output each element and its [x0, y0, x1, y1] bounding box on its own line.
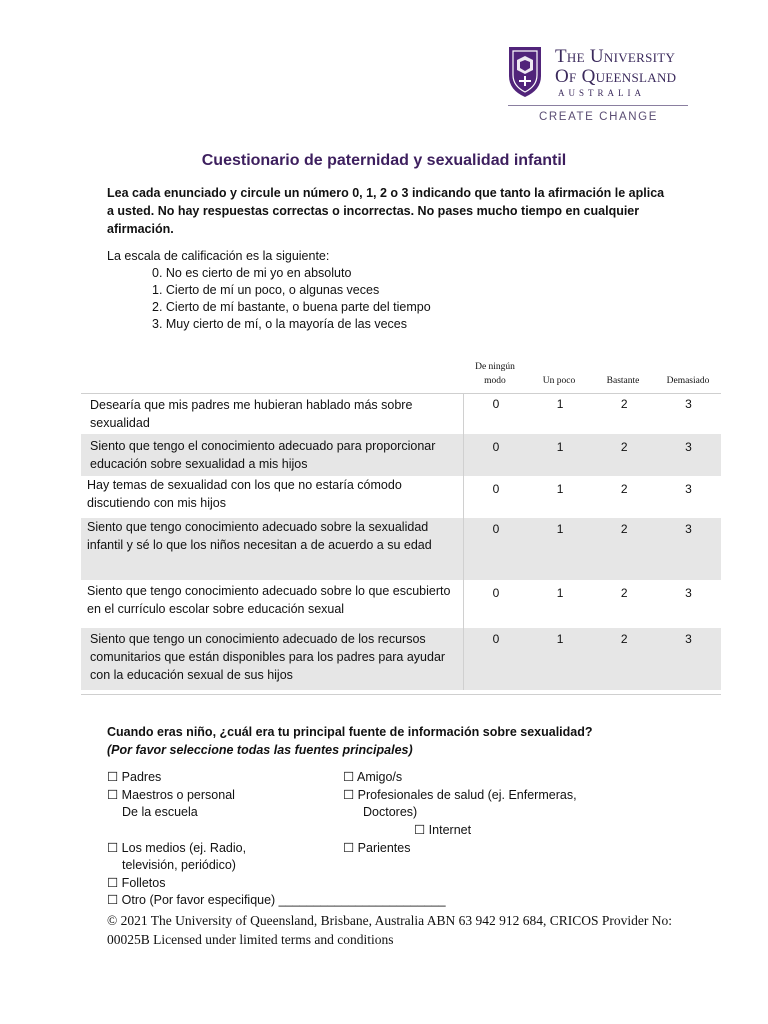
- rating-scale: [107, 248, 667, 333]
- rating-option-2[interactable]: 2: [592, 628, 656, 690]
- checkbox-folletos[interactable]: ☐ Folletos: [107, 876, 166, 890]
- rating-option-3[interactable]: 3: [685, 586, 692, 600]
- rating-option-0[interactable]: 0: [492, 397, 500, 411]
- rating-option-1[interactable]: 1: [528, 434, 592, 476]
- checkbox-padres[interactable]: ☐ Padres: [107, 770, 162, 784]
- copyright-footer: © 2021 The University of Queensland, Brisbane, Australia ABN 63 942 912 684, CRICOS Provider No: 00025B Licensed under limited terms and conditions: [107, 913, 672, 947]
- table-row: [81, 394, 721, 434]
- table-row: [81, 518, 721, 580]
- row-statement: Siento que tengo el conocimiento adecuado para proporcionar educación sobre sexualidad a mis hijos: [90, 439, 436, 471]
- logo-tagline: CREATE CHANGE: [539, 111, 658, 123]
- logo-university-line1: The University: [555, 46, 676, 67]
- instructions-text: Lea cada enunciado y circule un número 0, 1, 2 o 3 indicando que tanto la afirmación le aplica a usted. No hay respuestas correctas o incorrectas. No pases mucho tiempo en cualquier afirmación.: [107, 186, 665, 236]
- rating-option-1[interactable]: 1: [528, 628, 592, 690]
- column-header-un-poco: Un poco: [542, 376, 576, 386]
- rating-scale-intro: La escala de calificación es la siguiente:: [107, 249, 330, 263]
- checkbox-maestros[interactable]: ☐ Maestros o personal: [107, 788, 235, 802]
- rating-scale-item: 1. Cierto de mí un poco, o algunas veces: [152, 283, 380, 297]
- checkbox-maestros-label-cont: De la escuela: [122, 805, 198, 819]
- rating-scale-item: 2. Cierto de mí bastante, o buena parte del tiempo: [152, 300, 431, 314]
- row-statement: Hay temas de sexualidad con los que no estaría cómodo discutiendo con mis hijos: [87, 478, 402, 510]
- row-statement: Desearía que mis padres me hubieran hablado más sobre sexualidad: [90, 398, 413, 430]
- rating-option-3[interactable]: 3: [685, 397, 692, 411]
- row-statement: Siento que tengo conocimiento adecuado sobre lo que escubierto en el currículo escolar sobre educación sexual: [87, 584, 451, 616]
- checkbox-profesionales-label-cont: Doctores): [363, 805, 418, 819]
- checkbox-profesionales[interactable]: ☐ Profesionales de salud (ej. Enfermeras,: [343, 788, 577, 802]
- rating-option-2[interactable]: 2: [620, 586, 628, 600]
- column-header-ningun-modo: De ningún modo: [475, 362, 515, 386]
- checkbox-amigos[interactable]: ☐ Amigo/s: [343, 770, 403, 784]
- table-bottom-rule: [81, 694, 721, 695]
- rating-option-0[interactable]: 0: [492, 586, 500, 600]
- rating-option-2[interactable]: 2: [620, 482, 628, 496]
- row-statement: Siento que tengo conocimiento adecuado sobre la sexualidad infantil y sé lo que los niños necesitan a de acuerdo a su edad: [87, 520, 432, 552]
- checkbox-internet[interactable]: ☐ Internet: [414, 823, 472, 837]
- rating-scale-item: 0. No es cierto de mi yo en absoluto: [152, 266, 352, 280]
- rating-option-1[interactable]: 1: [556, 482, 564, 496]
- rating-option-2[interactable]: 2: [592, 434, 656, 476]
- logo-university-line2: Of Queensland: [555, 66, 677, 87]
- rating-option-2[interactable]: 2: [620, 397, 628, 411]
- rating-scale-list: [107, 265, 667, 333]
- rating-option-2[interactable]: 2: [592, 518, 656, 580]
- sources-question: [107, 723, 707, 759]
- checkbox-medios-label-cont: televisión, periódico): [122, 858, 236, 872]
- table-row: [81, 580, 721, 628]
- rating-option-1[interactable]: 1: [528, 518, 592, 580]
- checkbox-otro[interactable]: ☐ Otro (Por favor especifique) ________________________: [107, 893, 446, 907]
- questionnaire-table: [81, 394, 721, 690]
- rating-option-0[interactable]: 0: [492, 482, 500, 496]
- rating-scale-item: 3. Muy cierto de mí, o la mayoría de las veces: [152, 317, 407, 331]
- sources-question-text: Cuando eras niño, ¿cuál era tu principal fuente de información sobre sexualidad?: [107, 725, 593, 739]
- checkbox-medios[interactable]: ☐ Los medios (ej. Radio,: [107, 841, 247, 855]
- column-header-demasiado: Demasiado: [666, 376, 710, 386]
- rating-option-3[interactable]: 3: [656, 518, 720, 580]
- table-row: [81, 628, 721, 690]
- logo-divider: [508, 105, 688, 106]
- checkbox-parientes[interactable]: ☐ Parientes: [343, 841, 411, 855]
- sources-question-subtitle: (Por favor seleccione todas las fuentes principales): [107, 743, 413, 757]
- university-logo: [508, 44, 688, 126]
- rating-option-3[interactable]: 3: [656, 434, 720, 476]
- rating-option-3[interactable]: 3: [656, 628, 720, 690]
- row-statement: Siento que tengo un conocimiento adecuado de los recursos comunitarios que están disponibles para los padres para ayudar con la educación sexual de sus hijos: [90, 632, 446, 682]
- rating-option-0[interactable]: 0: [463, 628, 528, 690]
- university-crest-icon: [508, 46, 542, 98]
- logo-country: AUSTRALIA: [558, 88, 645, 98]
- page-title: Cuestionario de paternidad y sexualidad infantil: [201, 152, 567, 169]
- column-header-bastante: Bastante: [606, 376, 640, 386]
- rating-option-1[interactable]: 1: [556, 586, 564, 600]
- table-row: [81, 476, 721, 518]
- rating-option-1[interactable]: 1: [556, 397, 564, 411]
- rating-option-0[interactable]: 0: [463, 518, 528, 580]
- rating-option-3[interactable]: 3: [685, 482, 692, 496]
- rating-option-0[interactable]: 0: [463, 434, 528, 476]
- table-row: [81, 434, 721, 476]
